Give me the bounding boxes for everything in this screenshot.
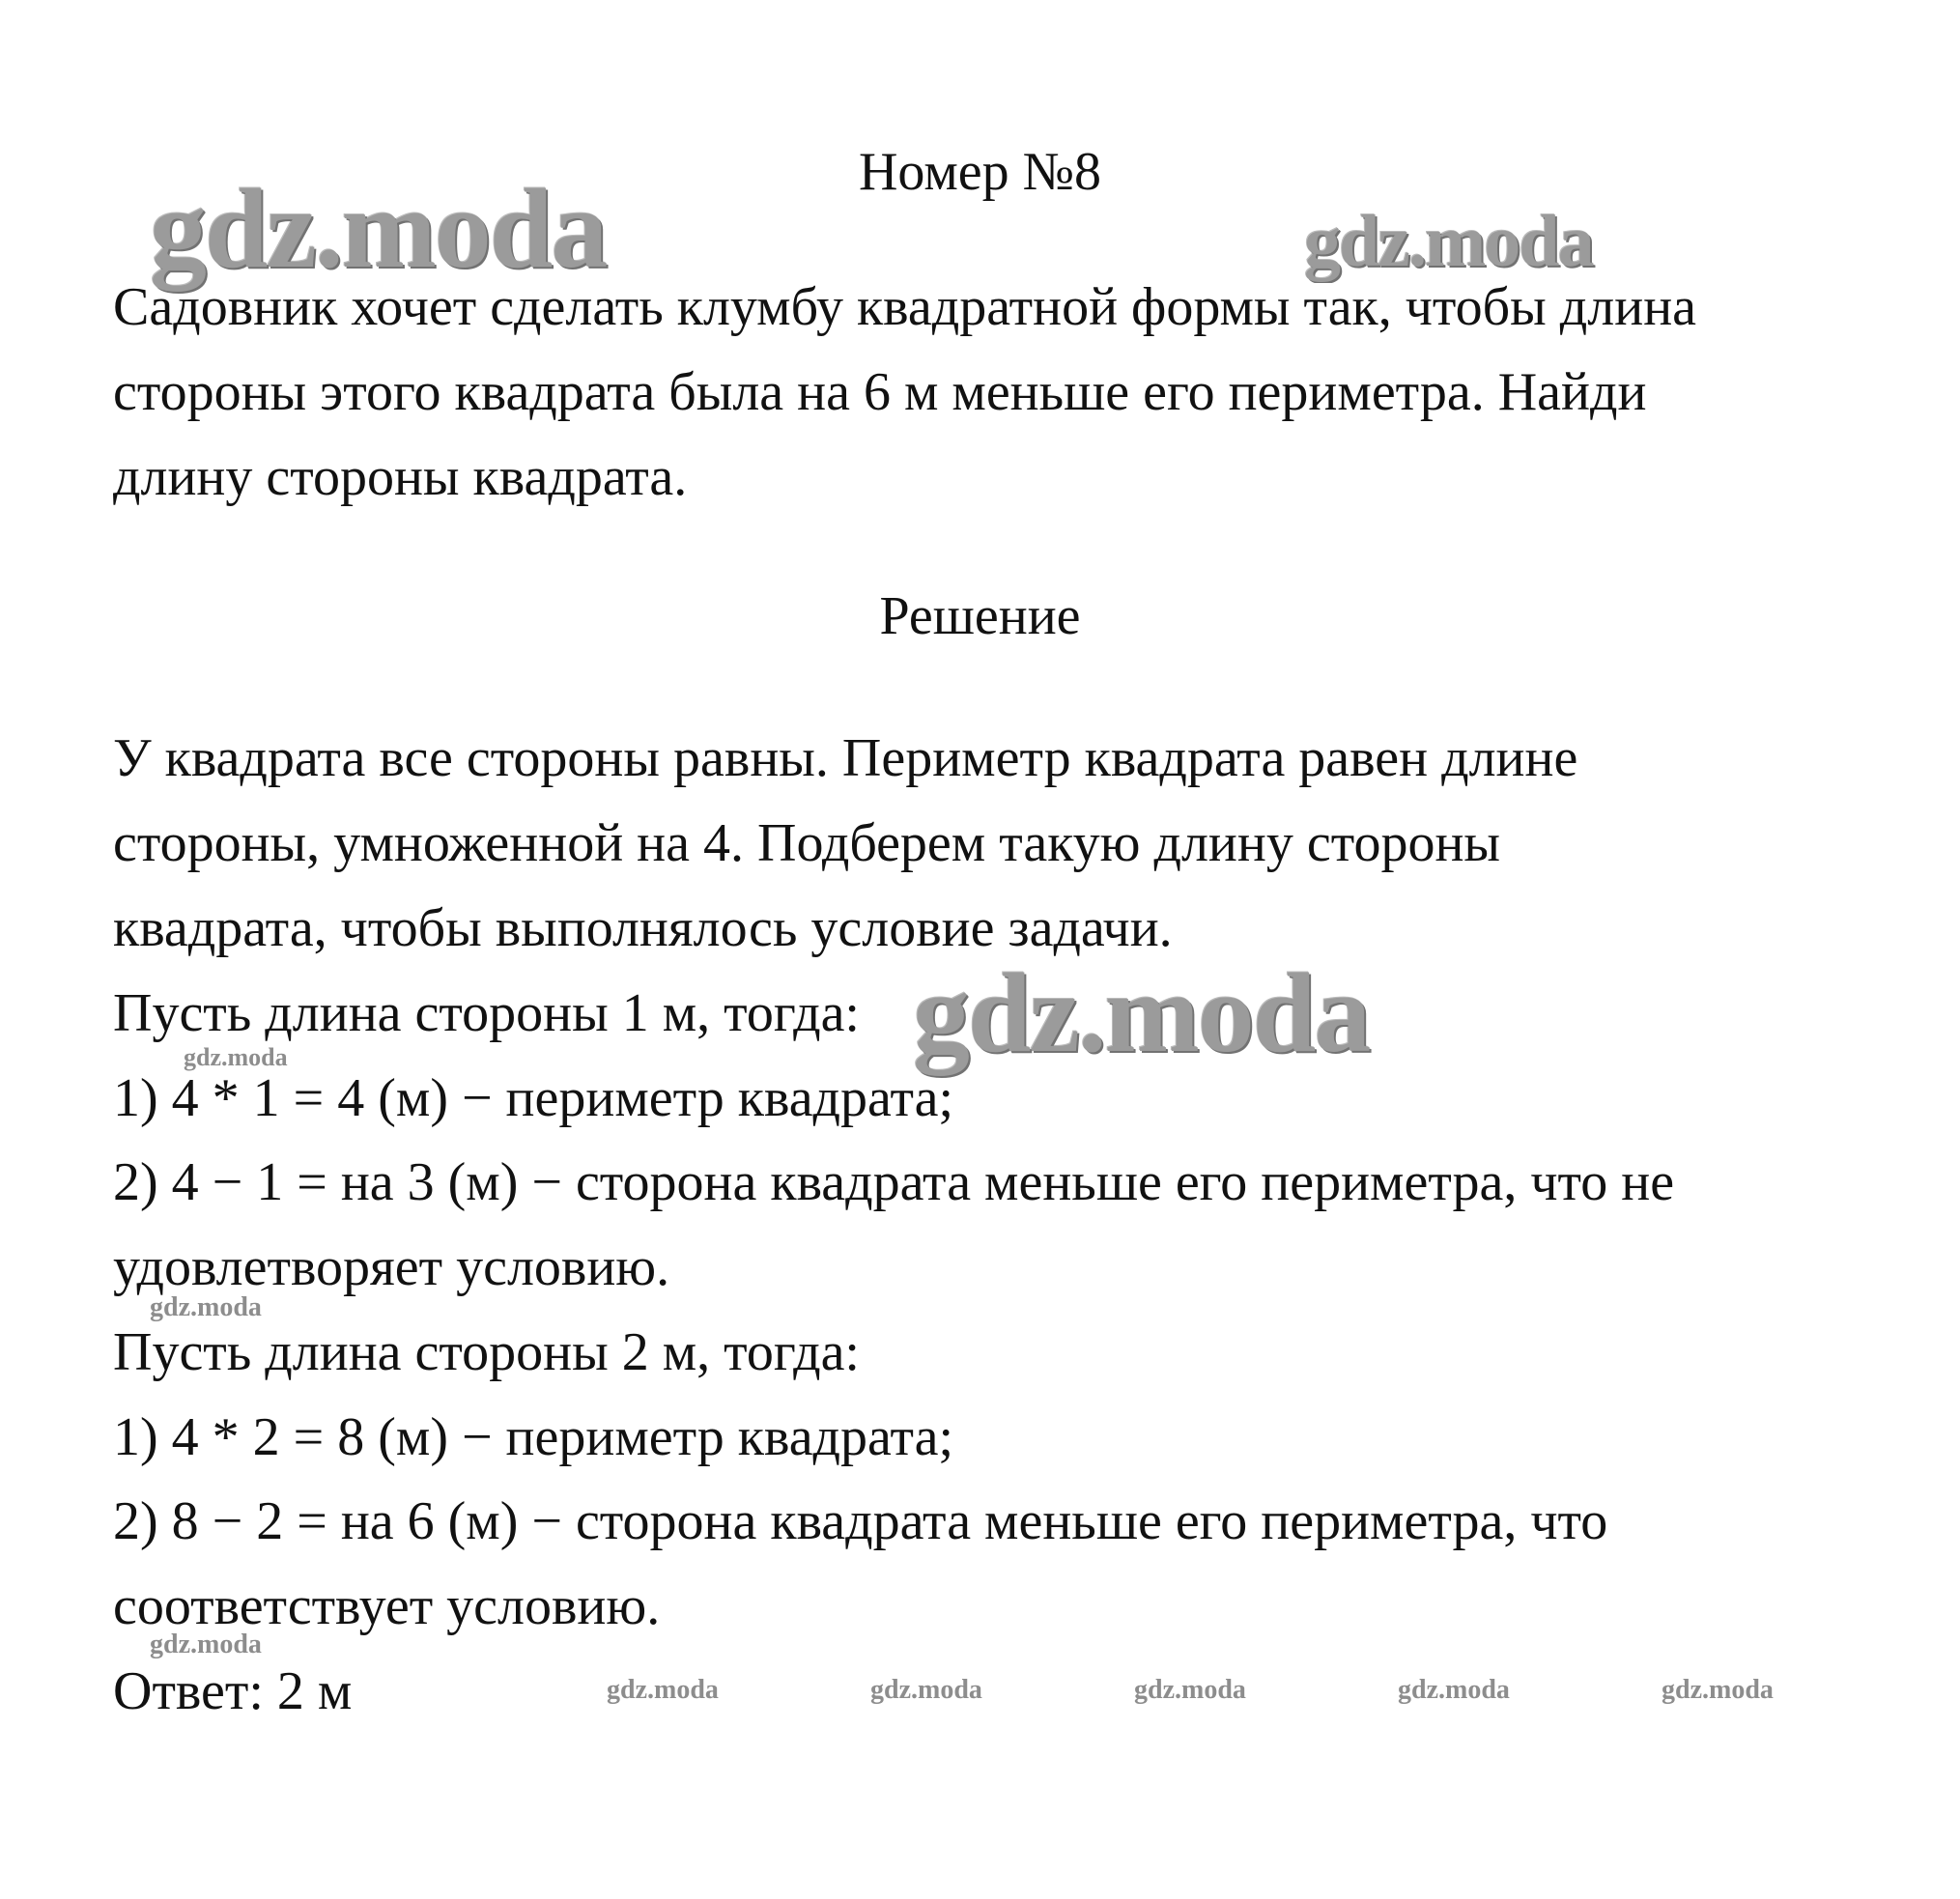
page-title: Номер №8 (858, 142, 1102, 202)
solution-line: соответствует условию. (113, 1576, 661, 1636)
problem-line: Садовник хочет сделать клумбу квадратной формы так, чтобы длина (113, 277, 1697, 337)
solution-line: удовлетворяет условию. (113, 1237, 670, 1297)
solution-line: 2) 8 − 2 = на 6 (м) − сторона квадрата меньше его периметра, что (113, 1491, 1608, 1551)
watermark-logo: gdz.moda (150, 1292, 262, 1322)
solution-line: У квадрата все стороны равны. Периметр квадрата равен длине (113, 728, 1578, 788)
solution-line: Пусть длина стороны 2 м, тогда: (113, 1322, 860, 1382)
solution-line: 2) 4 − 1 = на 3 (м) − сторона квадрата меньше его периметра, что не (113, 1152, 1675, 1212)
watermark-logo: gdz.moda (607, 1675, 719, 1705)
watermark-logo: gdz.moda (870, 1675, 982, 1705)
watermark-logo: gdz.moda (913, 950, 1370, 1076)
watermark-logo: gdz.moda (1304, 201, 1593, 282)
watermark-logo: gdz.moda (150, 1630, 262, 1659)
watermark-logo: gdz.moda (1662, 1675, 1774, 1705)
watermark-logo: gdz.moda (150, 165, 607, 292)
solution-line: 1) 4 * 1 = 4 (м) − периметр квадрата; (113, 1068, 954, 1128)
solution-line: Пусть длина стороны 1 м, тогда: (113, 983, 860, 1043)
problem-line: длину стороны квадрата. (113, 447, 688, 507)
solution-heading: Решение (879, 586, 1081, 646)
watermark-logo: gdz.moda (1398, 1675, 1510, 1705)
solution-line: квадрата, чтобы выполнялось условие задачи. (113, 898, 1173, 958)
watermark-logo: gdz.moda (184, 1043, 288, 1071)
problem-line: стороны этого квадрата была на 6 м меньше его периметра. Найди (113, 362, 1647, 422)
solution-line: 1) 4 * 2 = 8 (м) − периметр квадрата; (113, 1407, 954, 1467)
watermark-logo: gdz.moda (1134, 1675, 1246, 1705)
solution-line: стороны, умноженной на 4. Подберем такую длину стороны (113, 813, 1501, 873)
answer-line: Ответ: 2 м (113, 1661, 353, 1721)
